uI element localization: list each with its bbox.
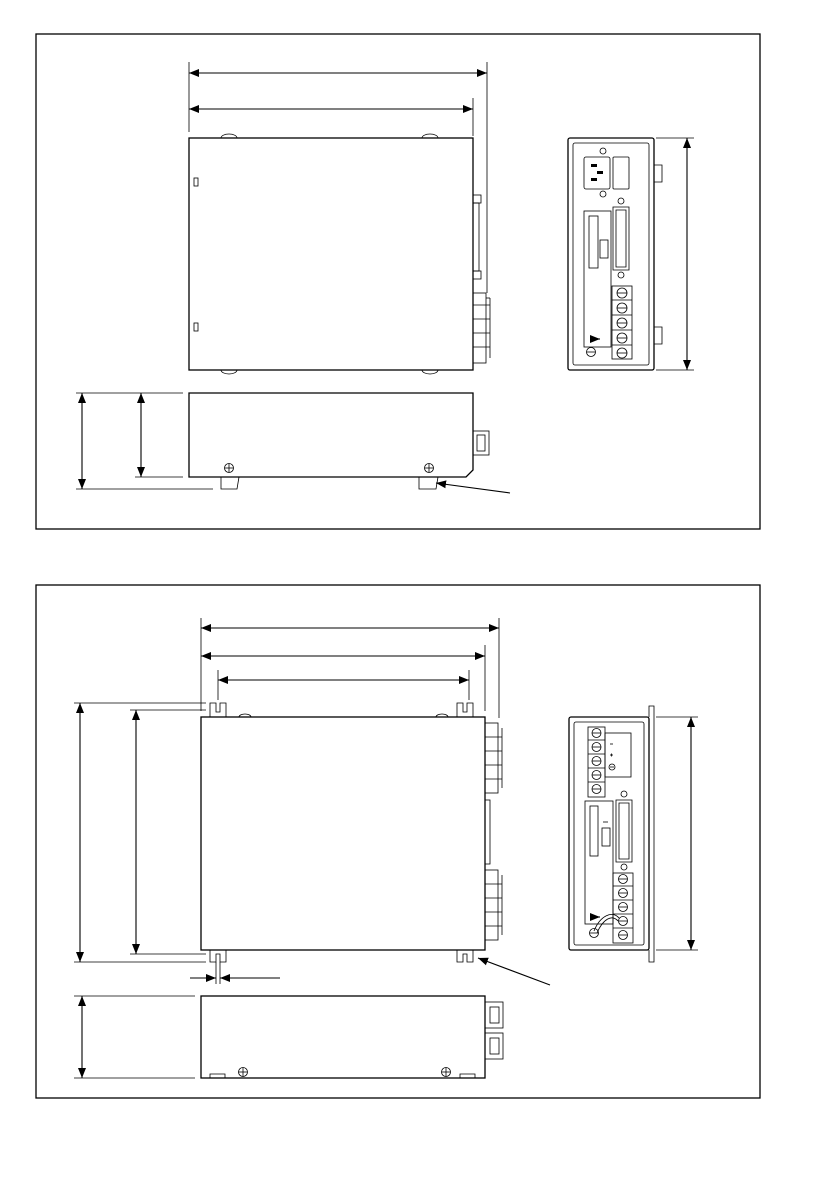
figure-1-top-view — [189, 62, 490, 374]
figure-1-rear-view — [568, 138, 694, 370]
terminal-profile — [485, 870, 498, 940]
slot-callout-leader — [478, 958, 550, 985]
connector-profile — [485, 800, 490, 864]
figure-1-top-body — [189, 138, 473, 370]
figure-1-side-view — [76, 393, 510, 493]
connector-profile — [473, 203, 479, 271]
terminal-profile — [473, 293, 486, 363]
figure-2 — [36, 585, 760, 1098]
figure-2-top-body — [201, 717, 485, 950]
terminal-profile — [485, 723, 498, 793]
figure-2-side-body — [201, 996, 485, 1078]
figure-2-rear-view — [569, 706, 698, 962]
figure-2-side-view — [74, 996, 503, 1078]
foot-callout-leader — [436, 483, 510, 493]
terminal-side-profile — [485, 1033, 503, 1059]
figure-1 — [36, 34, 760, 529]
figure-2-top-view — [74, 618, 550, 985]
terminal-side-profile — [485, 1002, 503, 1028]
